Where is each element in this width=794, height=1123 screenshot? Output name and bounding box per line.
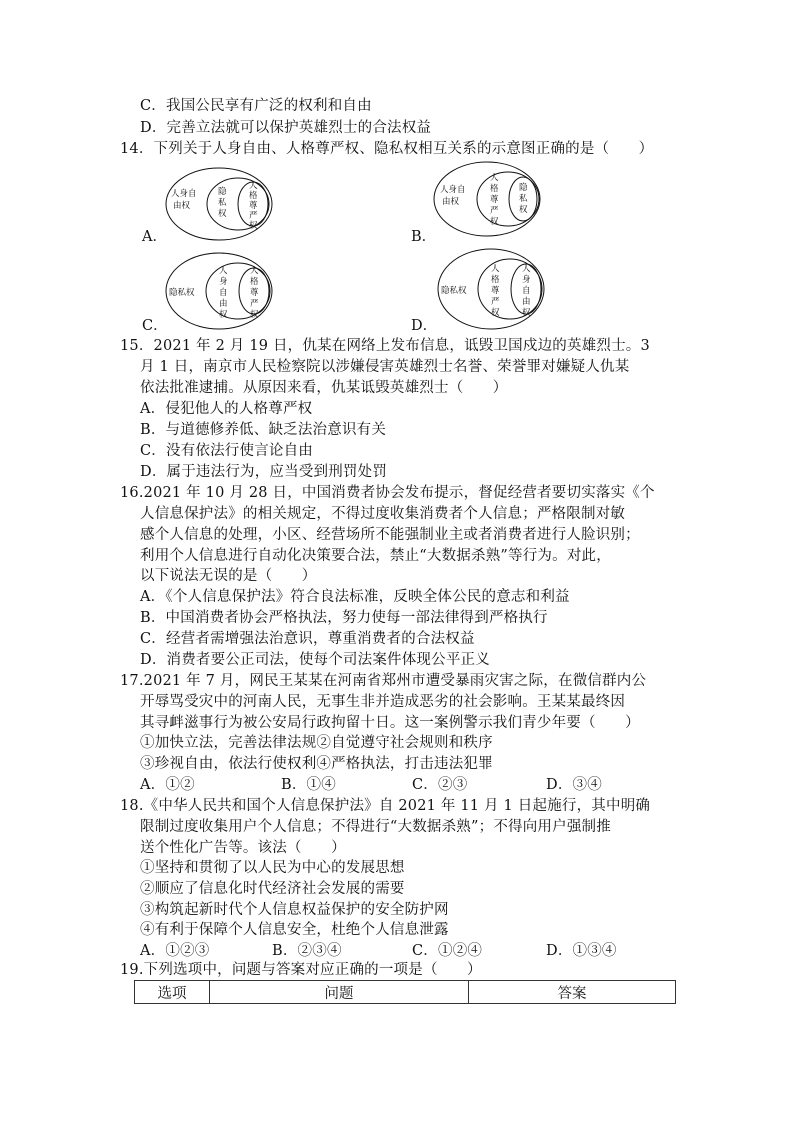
q17-items-line-1: ①加快立法，完善法律法规②自觉遵守社会规则和秩序	[140, 735, 493, 751]
q17-option-b: B．①④	[281, 777, 336, 793]
q14-label-c: C．	[142, 318, 168, 334]
outer-label-1: 人身自	[440, 185, 466, 195]
q17-option-d: D．③④	[546, 777, 602, 793]
q14-label-a: A．	[142, 229, 167, 245]
q14-diagram-c	[164, 251, 274, 331]
q16-stem-line-3: 感个人信息的处理，小区、经营场所不能强制业主或者消费者进行人脸识别；	[140, 527, 640, 543]
q17-stem-line-3: 其寻衅滋事行为被公安局行政拘留十日。这一案例警示我们青少年要（ ）	[140, 715, 640, 731]
outer-label-1: 人身自	[171, 189, 197, 199]
table-header-option: 选项	[135, 981, 210, 1004]
q15-option-b: B．与道德修养低、缺乏法治意识有关	[140, 422, 387, 438]
q19-table	[134, 980, 676, 1004]
q18-option-b: B．②③④	[272, 943, 342, 959]
q17-option-c: C．②③	[412, 777, 468, 793]
inner-label-1: 隐	[519, 183, 528, 193]
q16-stem-line-4: 利用个人信息进行自动化决策要合法，禁止“大数据杀熟”等行为。对此，	[140, 548, 611, 564]
inner-label-5: 权	[249, 221, 258, 231]
q17-option-a: A．①②	[140, 777, 195, 793]
q18-option-a: A．①②③	[140, 943, 210, 959]
inner-label-5: 权	[522, 308, 531, 318]
q18-option-d: D．①③④	[546, 943, 617, 959]
q15-option-a: A．侵犯他人的人格尊严权	[140, 401, 313, 417]
middle-ellipse	[206, 263, 270, 319]
q18-stem-line-2: 限制过度收集用户个人信息；不得进行“大数据杀熟”；不得向用户强制推	[140, 819, 611, 835]
inner-label-1: 人	[250, 266, 259, 276]
q19-stem: 19.下列选项中，问题与答案对应正确的一项是（ ）	[120, 962, 482, 978]
middle-ellipse	[478, 259, 542, 319]
middle-label-3: 尊	[491, 286, 500, 296]
q15-stem-line-1: 15．2021 年 2 月 19 日，仇某在网络上发布信息，诋毁卫国戍边的英雄烈士。3	[120, 338, 650, 354]
middle-label-3: 尊	[490, 195, 499, 205]
q15-stem-line-3: 依法批准逮捕。从原因来看，仇某诋毁英雄烈士（ ）	[140, 380, 508, 396]
outer-label-2: 由权	[442, 197, 460, 207]
inner-label-4: 严	[250, 299, 259, 309]
q13-option-d: D．完善立法就可以保护英雄烈士的合法权益	[140, 120, 432, 136]
middle-label-1: 人	[491, 264, 500, 274]
outer-label-1: 隐私权	[169, 288, 195, 298]
q15-stem-line-2: 月 1 日，南京市人民检察院以涉嫌侵害英雄烈士名誉、荣誉罪对嫌疑人仇某	[140, 359, 630, 375]
inner-label-3: 尊	[250, 288, 259, 298]
inner-label-5: 权	[250, 310, 259, 320]
q18-stem-line-1: 18.《中华人民共和国个人信息保护法》自 2021 年 11 月 1 日起施行，其中明确	[120, 798, 651, 814]
middle-label-5: 权	[490, 217, 499, 227]
inner-label-3: 权	[519, 205, 528, 215]
outer-label-2: 由权	[173, 201, 191, 211]
outer-label-1: 隐私权	[441, 286, 467, 296]
q18-item-4: ④有利于保障个人信息安全，杜绝个人信息泄露	[140, 922, 449, 938]
q14-stem: 14．下列关于人身自由、人格尊严权、隐私权相互关系的示意图正确的是（ ）	[120, 141, 654, 157]
q14-label-b: B．	[411, 229, 437, 245]
inner-label-4: 严	[249, 211, 258, 221]
middle-label-2: 身	[219, 277, 228, 287]
q17-items-line-2: ③珍视自由，依法行使权利④严格执法，打击违法犯罪	[140, 756, 493, 772]
inner-label-1: 人	[522, 264, 531, 274]
q16-option-c: C．经营者需增强法治意识，尊重消费者的合法权益	[140, 631, 475, 647]
inner-label-2: 格	[250, 277, 259, 287]
middle-label-1: 人	[490, 173, 499, 183]
q15-option-d: D．属于违法行为，应当受到刑罚处罚	[140, 464, 388, 480]
middle-label-2: 格	[491, 275, 500, 285]
inner-label-2: 身	[522, 275, 531, 285]
inner-label-3: 尊	[249, 201, 258, 211]
inner-label-4: 由	[522, 297, 531, 307]
q16-stem-line-1: 16.2021 年 10 月 28 日，中国消费者协会发布提示，督促经营者要切实落实《个	[120, 485, 655, 501]
q16-option-b: B．中国消费者协会严格执法，努力使每一部法律得到严格执行	[140, 610, 548, 626]
middle-label-4: 由	[219, 299, 228, 309]
q17-stem-line-2: 开辱骂受灾中的河南人民，无事生非并造成恶劣的社会影响。王某某最终因	[140, 694, 626, 710]
q16-stem-line-5: 以下说法无误的是（ ）	[140, 568, 317, 584]
q14-diagram-d	[436, 247, 546, 331]
q15-option-c: C．没有依法行使言论自由	[140, 443, 313, 459]
q13-option-c: C．我国公民享有广泛的权利和自由	[140, 98, 372, 114]
inner-label-1: 人	[249, 181, 258, 191]
q18-stem-line-3: 送个性化广告等。该法（ ）	[140, 840, 346, 856]
middle-label-5: 权	[219, 310, 228, 320]
middle-label-3: 自	[219, 288, 228, 298]
table-header-question: 问题	[210, 981, 469, 1004]
middle-label-4: 严	[491, 297, 500, 307]
middle-label-4: 严	[490, 206, 499, 216]
q17-stem-line-1: 17.2021 年 7 月，网民王某某在河南省郑州市遭受暴雨灾害之际，在微信群内公	[120, 673, 647, 689]
middle-label-3: 权	[218, 209, 227, 219]
q14-label-d: D．	[411, 318, 438, 334]
table-header-answer: 答案	[469, 981, 676, 1004]
inner-label-3: 自	[522, 286, 531, 296]
q16-option-a: A．《个人信息保护法》符合良法标准，反映全体公民的意志和利益	[140, 589, 570, 605]
middle-label-1: 隐	[218, 187, 227, 197]
q18-item-2: ②顺应了信息化时代经济社会发展的需要	[140, 881, 405, 897]
q18-item-1: ①坚持和贯彻了以人民为中心的发展思想	[140, 860, 405, 876]
q14-diagram-a	[164, 166, 274, 242]
middle-label-2: 格	[490, 184, 499, 194]
q18-item-3: ③构筑起新时代个人信息权益保护的安全防护网	[140, 902, 449, 918]
q16-stem-line-2: 人信息保护法》的相关规定，不得过度收集消费者个人信息；严格限制对敏	[140, 506, 626, 522]
q18-option-c: C．①②④	[412, 943, 483, 959]
middle-label-2: 私	[218, 198, 227, 208]
inner-label-2: 私	[519, 194, 528, 204]
middle-label-1: 人	[219, 266, 228, 276]
q14-diagram-b	[432, 160, 542, 238]
inner-label-2: 格	[249, 191, 258, 201]
middle-label-5: 权	[491, 308, 500, 318]
table-header-row	[135, 981, 676, 1004]
q16-option-d: D．消费者要公正司法，使每个司法案件体现公平正义	[140, 652, 490, 668]
